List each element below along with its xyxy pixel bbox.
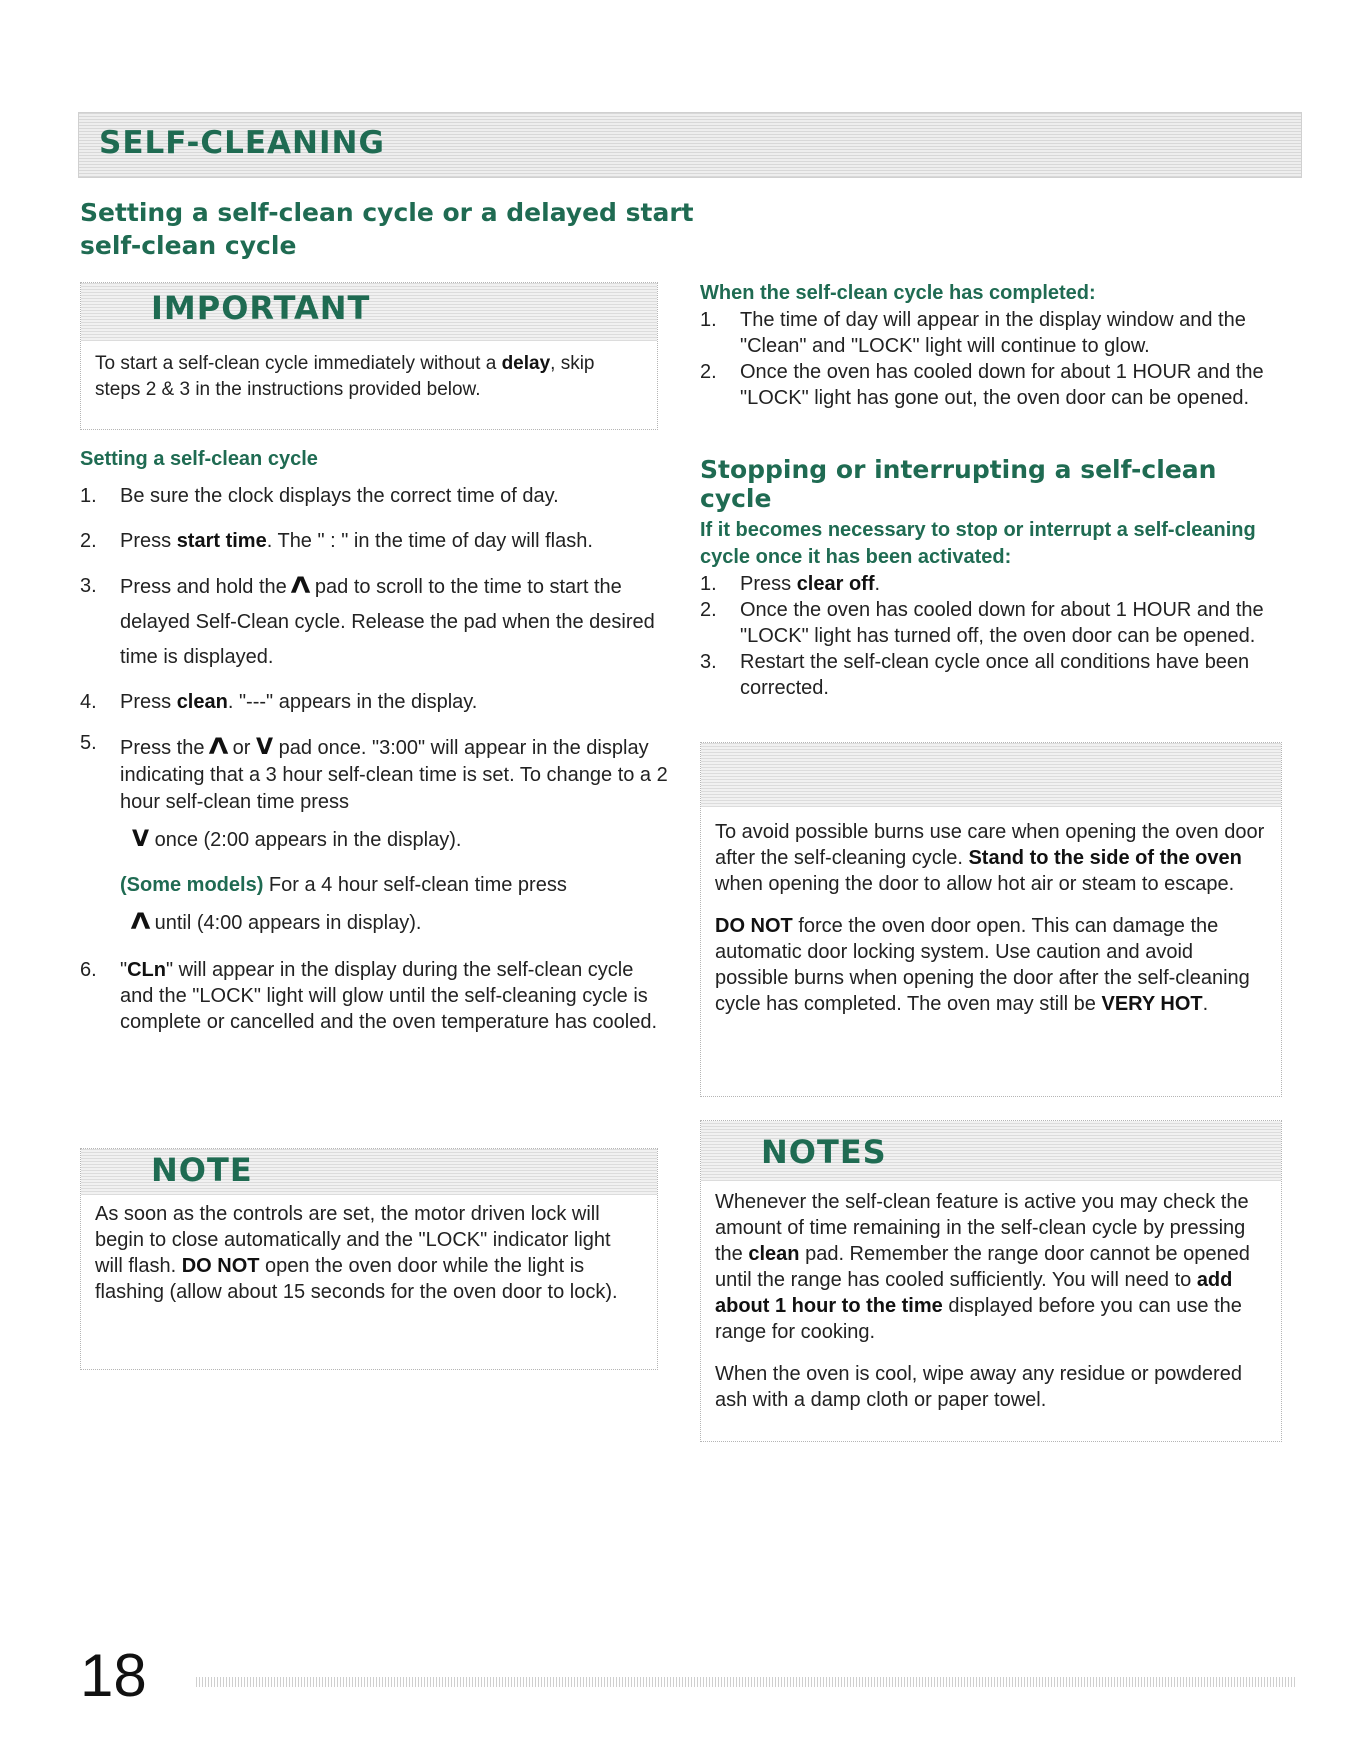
list-item bbox=[700, 649, 1274, 701]
step-text: pad to scroll to the time to start the delayed Self-Clean cycle. Release the pad when the desired time is displayed. bbox=[120, 576, 655, 668]
step-text: Once the oven has cooled down for about 1 HOUR and the "LOCK" light has turned off, the oven door can be opened. bbox=[740, 599, 1264, 647]
step-number: 2. bbox=[80, 530, 97, 552]
important-box-header bbox=[81, 283, 657, 341]
section-title: SELF-CLEANING bbox=[99, 125, 385, 161]
caution-text-bold: Stand to the side of the oven bbox=[968, 847, 1242, 869]
some-models-label: (Some models) bbox=[120, 874, 264, 896]
step-text: . bbox=[874, 573, 881, 595]
important-text bbox=[81, 341, 657, 413]
completed-steps bbox=[700, 307, 1274, 411]
step5-option-2hr bbox=[120, 826, 670, 854]
step-text-bold: clear off bbox=[796, 573, 875, 595]
caution-text-part: force the oven door open. This can damage the automatic door locking system. Use caution and avoid possible burns when opening the door after the self-cleaning cycle has completed. The oven may still be bbox=[715, 915, 1250, 1015]
step-text: until (4:00 appears in display). bbox=[149, 912, 422, 934]
caution-paragraph bbox=[715, 913, 1265, 1017]
important-text-part: , skip steps 2 & 3 in the instructions provided below. bbox=[95, 353, 595, 400]
step-number: 2. bbox=[700, 599, 717, 621]
notes-text-part: displayed before you can use the range for cooking. bbox=[715, 1295, 1242, 1343]
list-item bbox=[700, 359, 1274, 411]
down-chevron-icon: V bbox=[255, 735, 274, 760]
caution-text-part: . bbox=[1202, 993, 1209, 1015]
list-item bbox=[80, 730, 670, 937]
note-box bbox=[80, 1148, 658, 1370]
list-item bbox=[700, 597, 1274, 649]
step-text: The time of day will appear in the display window and the "Clean" and "LOCK" light will continue to glow. bbox=[740, 309, 1246, 357]
note-title: NOTE bbox=[151, 1151, 253, 1189]
setting-steps bbox=[80, 479, 670, 1035]
important-text-bold: delay bbox=[501, 353, 551, 374]
step-text: Press the bbox=[120, 737, 211, 759]
step-text-bold: CLn bbox=[127, 959, 166, 981]
important-box bbox=[80, 282, 658, 430]
step-number: 3. bbox=[700, 651, 717, 673]
note-box-header bbox=[81, 1149, 657, 1195]
footer-rule bbox=[196, 1677, 1296, 1687]
notes-title: NOTES bbox=[761, 1133, 887, 1171]
down-chevron-icon: V bbox=[132, 827, 150, 852]
step-text: . "---" appears in the display. bbox=[227, 691, 478, 713]
caution-text-bold: DO NOT bbox=[715, 915, 793, 937]
list-item bbox=[80, 957, 670, 1035]
stopping-steps bbox=[700, 571, 1274, 701]
caution-text-part: when opening the door to allow hot air or steam to escape. bbox=[715, 873, 1235, 895]
step5-option-4hr-detail bbox=[120, 909, 670, 937]
up-chevron-icon: Λ bbox=[208, 735, 229, 760]
step-text: Press and hold the bbox=[120, 576, 293, 598]
caution-box-header bbox=[701, 743, 1281, 807]
setting-heading: Setting a self-clean cycle bbox=[80, 448, 318, 470]
step-text: once (2:00 appears in the display). bbox=[149, 829, 462, 851]
caution-text bbox=[701, 807, 1281, 1027]
step-number: 1. bbox=[700, 573, 717, 595]
important-title: IMPORTANT bbox=[151, 289, 371, 327]
up-chevron-icon: Λ bbox=[291, 574, 311, 599]
step-text-bold: start time bbox=[176, 530, 267, 552]
step-text: For a 4 hour self-clean time press bbox=[263, 874, 567, 896]
section-banner bbox=[78, 112, 1302, 178]
note-text-bold: DO NOT bbox=[181, 1255, 260, 1277]
step-text: . The " : " in the time of day will flash. bbox=[266, 530, 593, 552]
stopping-subheading: If it becomes necessary to stop or interrupt a self-cleaning cycle once it has been activated: bbox=[700, 519, 1256, 568]
step-text: pad once. "3:00" will appear in the display indicating that a 3 hour self-clean time is set. To change to a 2 hour self-clean time press bbox=[120, 737, 668, 813]
step-number: 3. bbox=[80, 575, 97, 597]
notes-text bbox=[701, 1181, 1281, 1423]
list-item bbox=[700, 307, 1274, 359]
step-text: Press bbox=[740, 573, 797, 595]
stopping-heading: Stopping or interrupting a self-clean cycle bbox=[700, 455, 1217, 513]
note-text-part: open the oven door while the light is flashing (allow about 15 seconds for the oven door to lock). bbox=[95, 1255, 618, 1303]
caution-box bbox=[700, 742, 1282, 1097]
step-number: 4. bbox=[80, 691, 97, 713]
important-text-part: To start a self-clean cycle immediately without a bbox=[95, 353, 502, 374]
setting-section bbox=[80, 448, 670, 1045]
list-item bbox=[80, 569, 670, 675]
step-number: 1. bbox=[80, 485, 97, 507]
step-text: Press bbox=[120, 530, 177, 552]
notes-box bbox=[700, 1120, 1282, 1442]
notes-paragraph: When the oven is cool, wipe away any residue or powdered ash with a damp cloth or paper towel. bbox=[715, 1363, 1242, 1411]
step-number: 2. bbox=[700, 361, 717, 383]
step-text-bold: clean bbox=[176, 691, 228, 713]
note-text-part: As soon as the controls are set, the motor driven lock will begin to close automatically and the "LOCK" indicator light will flash. bbox=[95, 1203, 611, 1277]
step-text: " will appear in the display during the self-clean cycle and the "LOCK" light will glow until the self-cleaning cycle is complete or cancelled and the oven temperature has cooled. bbox=[120, 959, 658, 1033]
completed-section bbox=[700, 282, 1274, 411]
notes-paragraph bbox=[715, 1189, 1265, 1345]
up-chevron-icon: Λ bbox=[130, 910, 151, 935]
caution-text-part: To avoid possible burns use care when opening the oven door after the self-cleaning cycle. bbox=[715, 821, 1265, 869]
page-number: 18 bbox=[80, 1642, 147, 1709]
notes-box-header bbox=[701, 1121, 1281, 1181]
step-number: 5. bbox=[80, 732, 97, 754]
notes-text-bold: clean bbox=[748, 1243, 800, 1265]
note-text bbox=[81, 1195, 657, 1315]
step-text: Press bbox=[120, 691, 177, 713]
step-text: Restart the self-clean cycle once all conditions have been corrected. bbox=[740, 651, 1250, 699]
list-item bbox=[80, 685, 670, 720]
list-item bbox=[80, 479, 670, 514]
caution-text-bold: VERY HOT bbox=[1101, 993, 1203, 1015]
notes-text-part: pad. Remember the range door cannot be opened until the range has cooled sufficiently. You will need to bbox=[715, 1243, 1250, 1291]
notes-text-bold: add about 1 hour to the time bbox=[715, 1269, 1233, 1317]
step-text: Once the oven has cooled down for about 1 HOUR and the "LOCK" light has gone out, the oven door can be opened. bbox=[740, 361, 1264, 409]
completed-heading: When the self-clean cycle has completed: bbox=[700, 282, 1096, 304]
notes-text-part: Whenever the self-clean feature is active you may check the amount of time remaining in the self-clean cycle by pressing the bbox=[715, 1191, 1249, 1265]
step-text: " bbox=[120, 959, 128, 981]
list-item bbox=[700, 571, 1274, 597]
step-number: 1. bbox=[700, 309, 717, 331]
step5-option-4hr bbox=[120, 872, 670, 899]
step-text: or bbox=[227, 737, 256, 759]
page-heading: Setting a self-clean cycle or a delayed start self-clean cycle bbox=[80, 198, 694, 260]
stopping-section bbox=[700, 455, 1274, 701]
step-number: 6. bbox=[80, 959, 97, 981]
caution-paragraph bbox=[715, 819, 1265, 897]
list-item bbox=[80, 524, 670, 559]
step-text: Be sure the clock displays the correct time of day. bbox=[120, 485, 559, 507]
